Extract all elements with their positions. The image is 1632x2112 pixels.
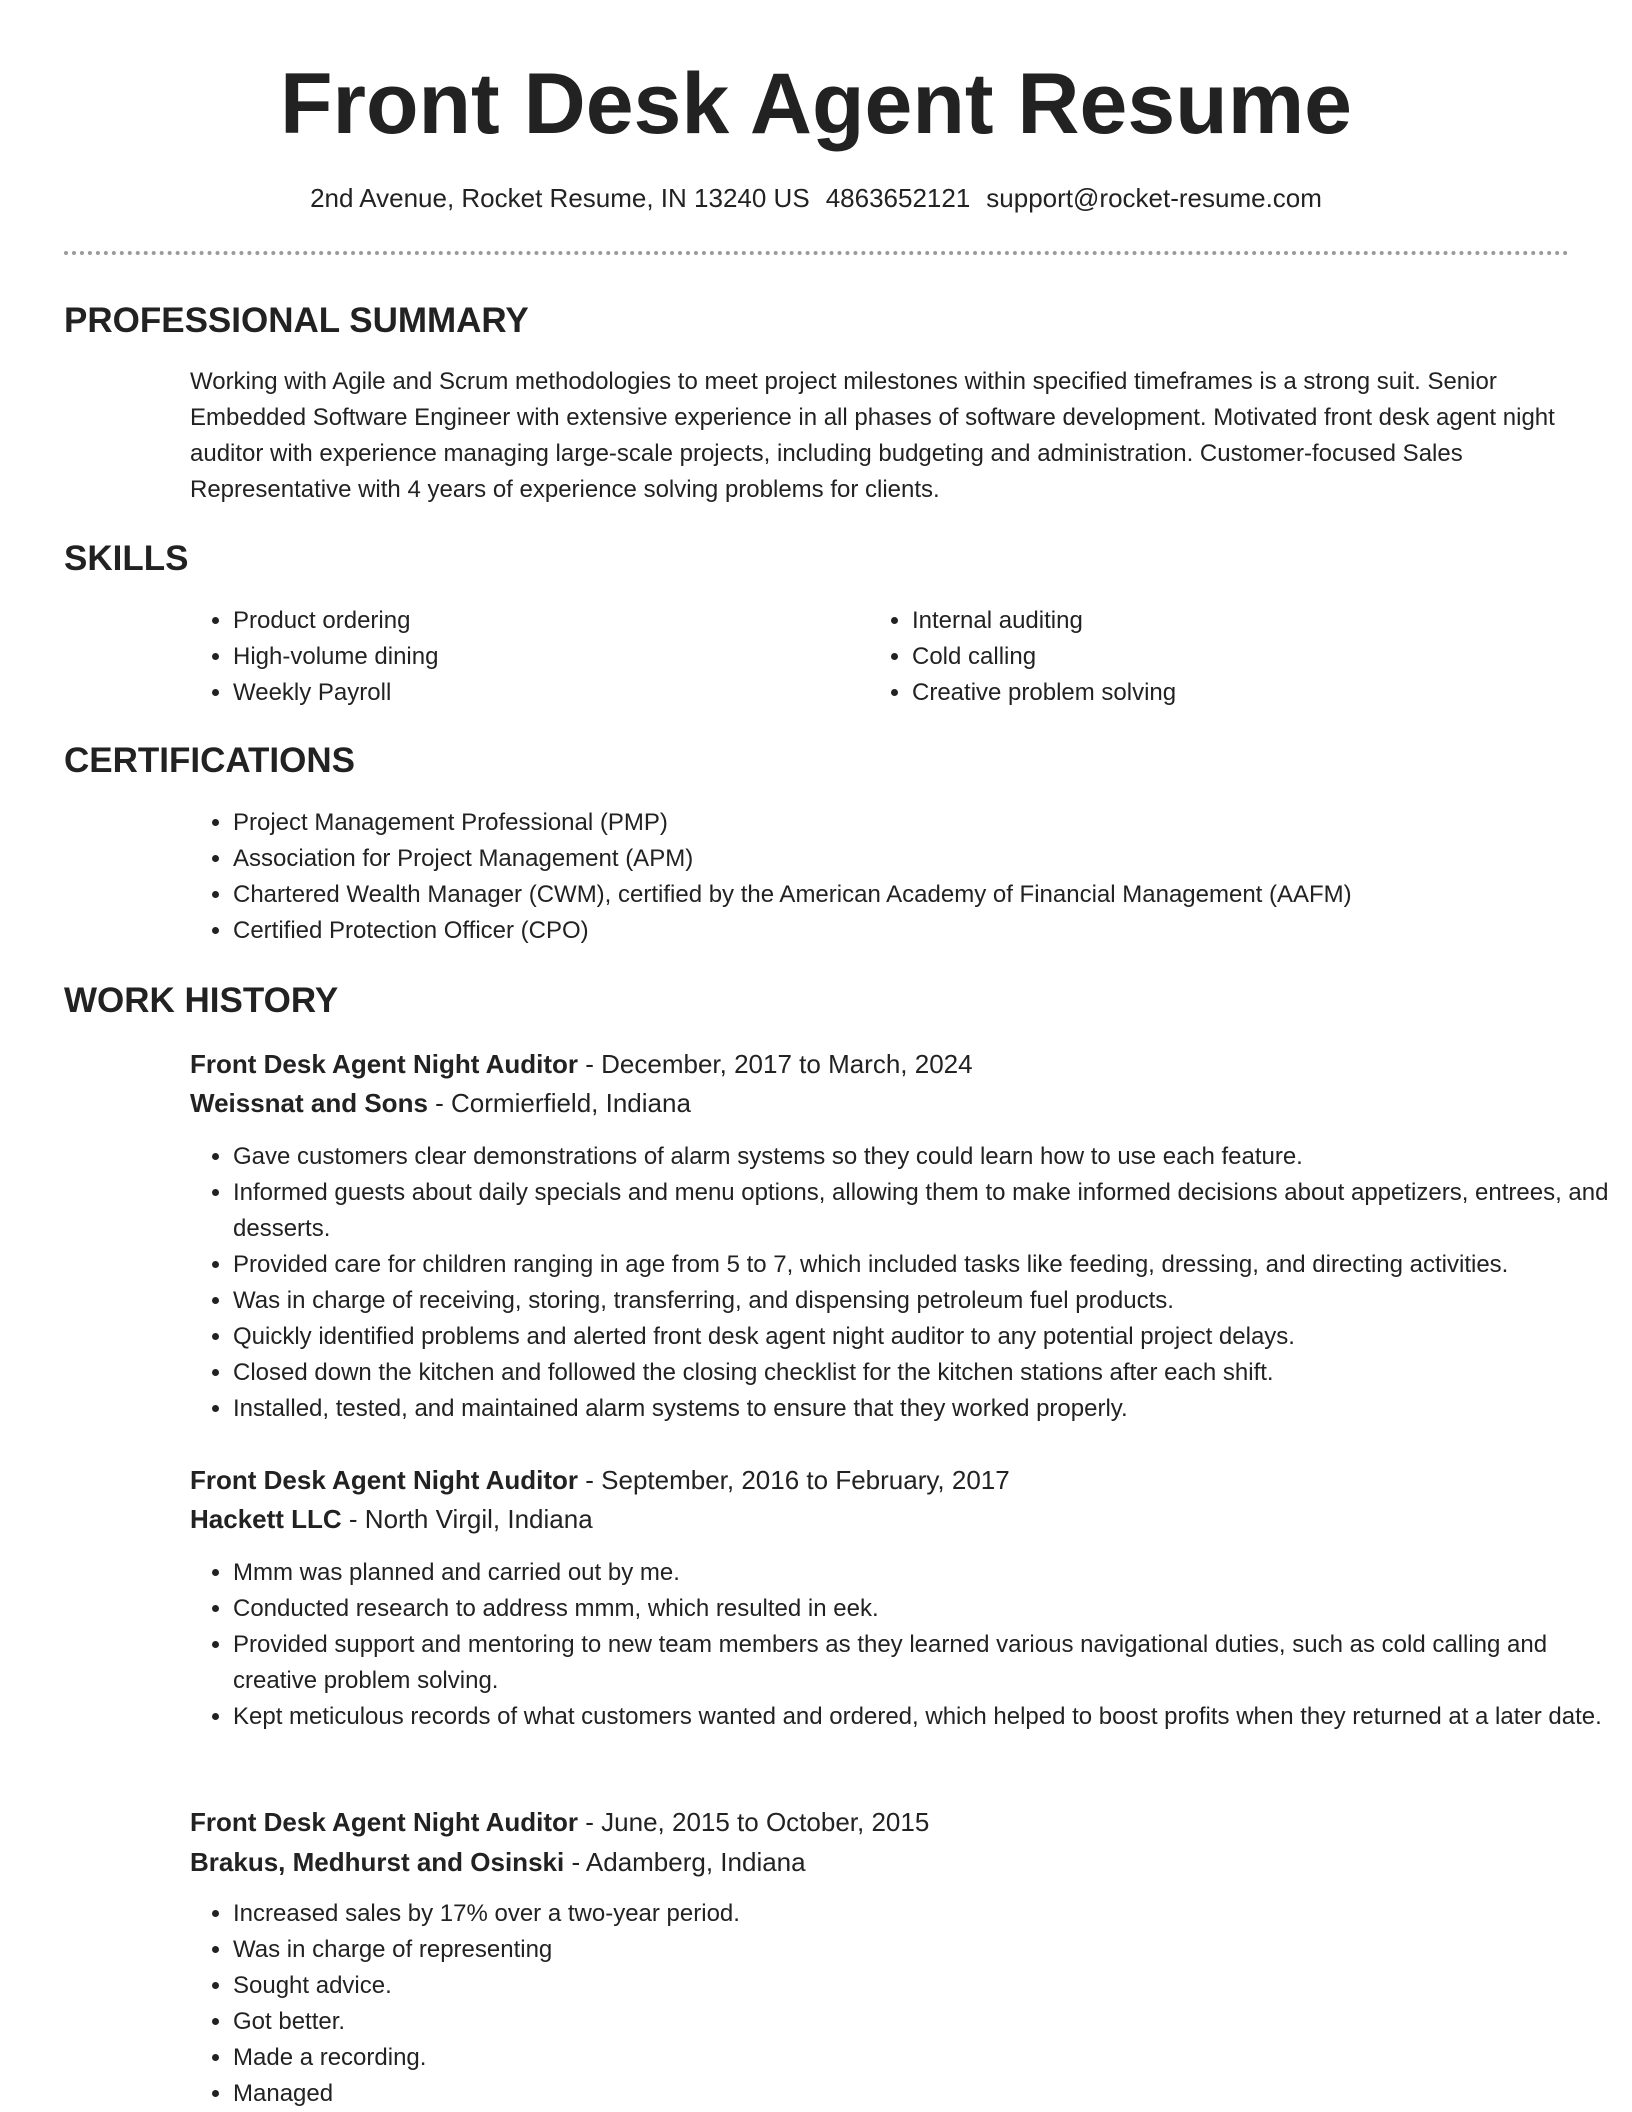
header-divider [64, 251, 1569, 255]
section-heading-skills: SKILLS [64, 539, 189, 578]
job-bullet: • Mmm was planned and carried out by me. [233, 1555, 1613, 1591]
page-title: Front Desk Agent Resume [279, 56, 1353, 152]
job-dates: - December, 2017 to March, 2024 [578, 1049, 973, 1079]
section-heading-certifications: CERTIFICATIONS [64, 741, 356, 780]
job-bullet: • Was in charge of receiving, storing, transferring, and dispensing petroleum fuel products. [233, 1283, 1613, 1319]
contact-address: 2nd Avenue, Rocket Resume, IN 13240 US [310, 183, 810, 213]
job-bullet: • Kept meticulous records of what customers wanted and ordered, which helped to boost profits when they returned at a later date. [233, 1699, 1613, 1735]
job-bullet: • Made a recording. [233, 2040, 1613, 2076]
job-bullet: • Conducted research to address mmm, which resulted in eek. [233, 1591, 1613, 1627]
certification-item: • Chartered Wealth Manager (CWM), certified by the American Academy of Financial Management (AAFM) [233, 877, 1613, 913]
job-dates: - June, 2015 to October, 2015 [578, 1807, 930, 1837]
skill-item: • High-volume dining [233, 639, 833, 675]
job-company: Weissnat and Sons [190, 1088, 428, 1118]
job-title: Front Desk Agent Night Auditor [190, 1807, 579, 1837]
job-bullet: • Provided support and mentoring to new team members as they learned various navigational duties, such as cold calling and creative problem solving. [233, 1627, 1613, 1699]
section-heading-work-history: WORK HISTORY [64, 981, 339, 1020]
job-company-line [190, 1500, 593, 1538]
skill-item: • Weekly Payroll [233, 675, 833, 711]
job-bullet: • Installed, tested, and maintained alarm systems to ensure that they worked properly. [233, 1391, 1613, 1427]
job-title: Front Desk Agent Night Auditor [190, 1465, 579, 1495]
job-bullet: • Sought advice. [233, 1968, 1613, 2004]
skills-list-left [189, 603, 833, 711]
job-bullet: • Quickly identified problems and alerted front desk agent night auditor to any potential project delays. [233, 1319, 1613, 1355]
skill-item: • Cold calling [912, 639, 1512, 675]
job-location: - Adamberg, Indiana [564, 1847, 806, 1877]
job-bullet: • Increased sales by 17% over a two-year period. [233, 1896, 1613, 1932]
certification-item: • Certified Protection Officer (CPO) [233, 913, 1613, 949]
job-bullets [189, 1555, 1613, 1735]
summary-text: Working with Agile and Scrum methodologies to meet project milestones within specified timeframes is a strong suit. Senior Embedded Software Engineer with extensive experience in all phases of software development. Motivated front desk agent night auditor with experience managing large-scale projects, including budgeting and administration. Customer-focused Sales Representative with 4 years of experience solving problems for clients. [190, 368, 1555, 503]
job-title-line [190, 1045, 973, 1083]
job-bullet: • Was in charge of representing [233, 1932, 1613, 1968]
job-dates: - September, 2016 to February, 2017 [578, 1465, 1010, 1495]
job-company-line [190, 1084, 691, 1122]
job-title: Front Desk Agent Night Auditor [190, 1049, 579, 1079]
job-bullet: • Gave customers clear demonstrations of alarm systems so they could learn how to use each feature. [233, 1139, 1613, 1175]
certification-item: • Association for Project Management (APM) [233, 841, 1613, 877]
job-title-line [190, 1461, 1010, 1499]
job-location: - North Virgil, Indiana [341, 1504, 593, 1534]
job-location: - Cormierfield, Indiana [427, 1088, 691, 1118]
skill-item: • Creative problem solving [912, 675, 1512, 711]
job-bullet: • Provided care for children ranging in age from 5 to 7, which included tasks like feeding, dressing, and directing activities. [233, 1247, 1613, 1283]
contact-email: support@rocket-resume.com [986, 183, 1322, 213]
job-company: Brakus, Medhurst and Osinski [190, 1847, 565, 1877]
job-company: Hackett LLC [190, 1504, 342, 1534]
job-bullets [189, 1139, 1613, 1427]
skill-item: • Internal auditing [912, 603, 1512, 639]
job-company-line [190, 1843, 806, 1881]
section-heading-summary: PROFESSIONAL SUMMARY [64, 301, 529, 340]
job-bullet: • Got better. [233, 2004, 1613, 2040]
certification-item: • Project Management Professional (PMP) [233, 805, 1613, 841]
job-bullet: • Closed down the kitchen and followed the closing checklist for the kitchen stations after each shift. [233, 1355, 1613, 1391]
job-bullet: • Informed guests about daily specials and menu options, allowing them to make informed decisions about appetizers, entrees, and desserts. [233, 1175, 1613, 1247]
job-bullets [189, 1896, 1613, 2112]
skills-list-right [868, 603, 1512, 711]
contact-line [0, 180, 1632, 216]
job-bullet: • Managed [233, 2076, 1613, 2112]
skill-item: • Product ordering [233, 603, 833, 639]
contact-phone: 4863652121 [825, 183, 971, 213]
certifications-list [189, 805, 1613, 949]
job-title-line [190, 1803, 929, 1841]
